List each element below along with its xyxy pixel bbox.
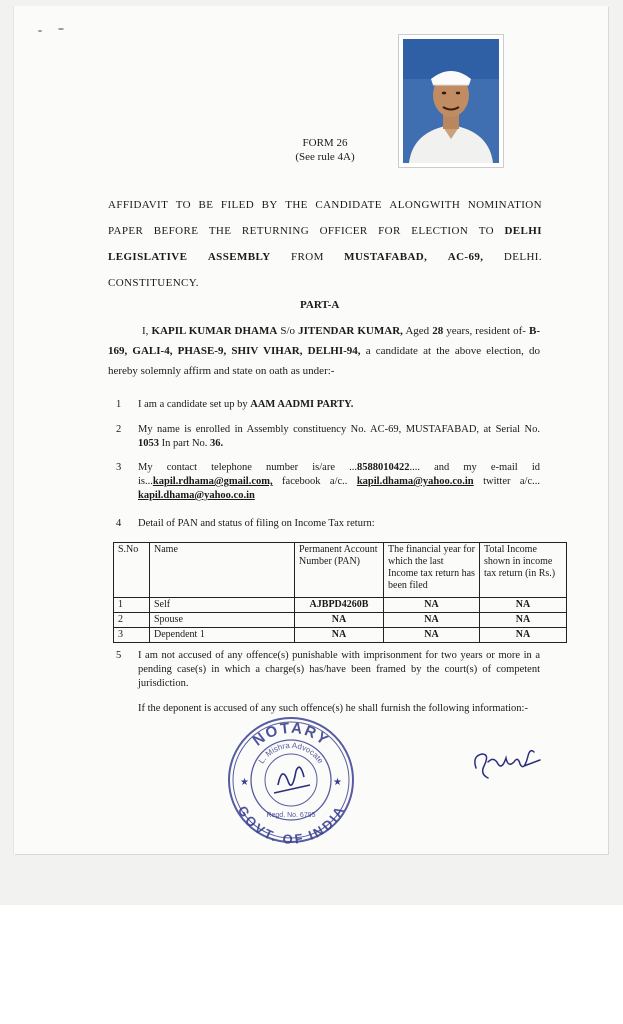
title-word: FILED <box>220 199 255 211</box>
table-row <box>114 598 567 613</box>
intro-text: years, <box>446 325 473 337</box>
item-text: facebook a/c.. <box>282 476 348 487</box>
affidavit-title-line-4: CONSTITUENCY. <box>108 277 199 289</box>
table-cell: NA <box>384 613 480 628</box>
twitter-link[interactable]: kapil.dhama@yahoo.co.in <box>138 490 255 501</box>
title-word: RETURNING <box>241 225 310 237</box>
table-cell: 3 <box>114 628 150 643</box>
title-word: MUSTAFABAD, <box>344 251 428 263</box>
party-name: AAM AADMI PARTY. <box>250 399 354 410</box>
table-cell: 1 <box>114 598 150 613</box>
table-cell: NA <box>384 598 480 613</box>
item-text: twitter a/c... <box>483 476 540 487</box>
title-word: BEFORE <box>153 225 199 237</box>
title-word: DELHI. <box>503 251 542 263</box>
deponent-signature <box>468 738 548 784</box>
title-word: CANDIDATE <box>315 199 382 211</box>
title-word: PAPER <box>108 225 144 237</box>
candidate-name: KAPIL KUMAR DHAMA <box>151 325 278 337</box>
intro-text: resident of- <box>475 325 526 337</box>
item-5 <box>116 649 540 691</box>
form-title: FORM 26 <box>302 137 348 149</box>
table-header: Permanent Account Number (PAN) <box>295 543 384 598</box>
item-number: 5 <box>116 650 122 661</box>
item-2 <box>116 423 540 451</box>
seal-name-text: L. Mishra Advocate <box>256 740 326 766</box>
email-link[interactable]: kapil.rdhama@gmail.com, <box>152 476 273 487</box>
table-cell: NA <box>480 613 567 628</box>
table-cell: NA <box>384 628 480 643</box>
intro-text: S/o <box>280 325 296 337</box>
table-header: The financial year for which the last Income tax return has been filed <box>384 543 480 598</box>
father-name: JITENDAR KUMAR, <box>298 325 403 337</box>
item-text: If the deponent is accused of any such offence(s) he shall furnish the following information:- <box>138 703 528 714</box>
item-3 <box>116 461 540 503</box>
part-number: 36. <box>210 438 224 449</box>
table-cell: 2 <box>114 613 150 628</box>
table-header: S.No <box>114 543 150 598</box>
candidate-address: B-169, GALI-4, PHASE-9, SHIV VIHAR, DELHI-94, <box>108 325 541 357</box>
item-text: My name is enrolled in Assembly constituency No. AC-69, MUSTAFABAD, at Serial No. <box>138 424 540 435</box>
title-word: LEGISLATIVE <box>108 251 188 263</box>
form-heading <box>270 136 380 164</box>
title-word: OFFICER <box>319 225 368 237</box>
title-word: ASSEMBLY <box>207 251 271 263</box>
table-header-row <box>114 543 567 598</box>
item-text: I am a candidate set up by <box>138 399 248 410</box>
title-word: FOR <box>378 225 401 237</box>
item-1 <box>116 398 540 412</box>
item-text: I am not accused of any offence(s) punishable with imprisonment for two years or more in a pending case(s) in which a charge(s) has/have been framed by the court(s) of competent jurisdiction. <box>138 650 540 689</box>
item-number: 2 <box>116 424 122 435</box>
scan-speck <box>38 30 42 32</box>
affidavit-title-line-3 <box>108 244 542 270</box>
table-cell: AJBPD4260B <box>295 598 384 613</box>
table-cell: Dependent 1 <box>150 628 295 643</box>
title-word: FROM <box>290 251 324 263</box>
item-text: .... and my e-mail id is... <box>138 462 540 487</box>
title-word: DELHI <box>504 225 542 237</box>
title-word: AFFIDAVIT <box>108 199 169 211</box>
title-word: THE <box>285 199 308 211</box>
part-heading: PART-A <box>300 299 340 311</box>
title-word: BY <box>261 199 278 211</box>
candidate-photo <box>399 35 503 167</box>
seal-reg-text: Regd. No. 6795 <box>266 812 316 819</box>
seal-star-icon: ★ <box>333 777 342 788</box>
title-word: AC-69, <box>447 251 484 263</box>
affidavit-title-line-2 <box>108 218 542 244</box>
candidate-age: 28 <box>432 325 444 337</box>
seal-bottom-text: GOVT. OF INDIA <box>234 803 348 845</box>
table-cell: NA <box>480 598 567 613</box>
item-4 <box>116 517 540 531</box>
intro-text: a candidate at the above election, do hereby solemnly affirm and state on oath as under:- <box>108 345 541 377</box>
serial-number: 1053 <box>138 438 159 449</box>
seal-top-text: NOTARY <box>249 719 333 750</box>
pan-table <box>113 542 567 643</box>
affidavit-title-line-1 <box>108 192 542 218</box>
seal-star-icon: ★ <box>240 777 249 788</box>
title-word: NOMINATION <box>467 199 542 211</box>
item-text: My contact telephone number is/are ... <box>138 462 357 473</box>
notary-seal-stamp <box>226 715 356 845</box>
title-word: TO <box>478 225 494 237</box>
table-row <box>114 628 567 643</box>
intro-paragraph <box>108 321 540 381</box>
svg-text:GOVT. OF INDIA <box>235 803 347 845</box>
table-cell: Spouse <box>150 613 295 628</box>
table-row <box>114 613 567 628</box>
intro-text: Aged <box>405 325 430 337</box>
phone-number: 8588010422 <box>356 462 410 473</box>
title-word: ELECTION <box>411 225 469 237</box>
item-5-note <box>116 702 540 716</box>
intro-text: I, <box>142 325 149 337</box>
title-word: THE <box>208 225 232 237</box>
item-number: 4 <box>116 518 122 529</box>
item-number: 3 <box>116 462 122 473</box>
scan-speck <box>58 28 64 30</box>
title-word: BE <box>198 199 214 211</box>
title-word: TO <box>175 199 192 211</box>
affidavit-title <box>108 192 542 296</box>
item-text: Detail of PAN and status of filing on Income Tax return: <box>138 518 375 529</box>
table-cell: NA <box>295 613 384 628</box>
svg-text:L. Mishra Advocate <box>257 741 326 766</box>
title-word: ALONGWITH <box>389 199 461 211</box>
table-cell: Self <box>150 598 295 613</box>
facebook-link[interactable]: kapil.dhama@yahoo.co.in <box>356 476 474 487</box>
table-header: Name <box>150 543 295 598</box>
table-cell: NA <box>480 628 567 643</box>
table-header: Total Income shown in income tax return (in Rs.) <box>480 543 567 598</box>
item-number: 1 <box>116 399 122 410</box>
form-rule: (See rule 4A) <box>295 151 355 163</box>
item-text: In part No. <box>161 438 208 449</box>
table-cell: NA <box>295 628 384 643</box>
